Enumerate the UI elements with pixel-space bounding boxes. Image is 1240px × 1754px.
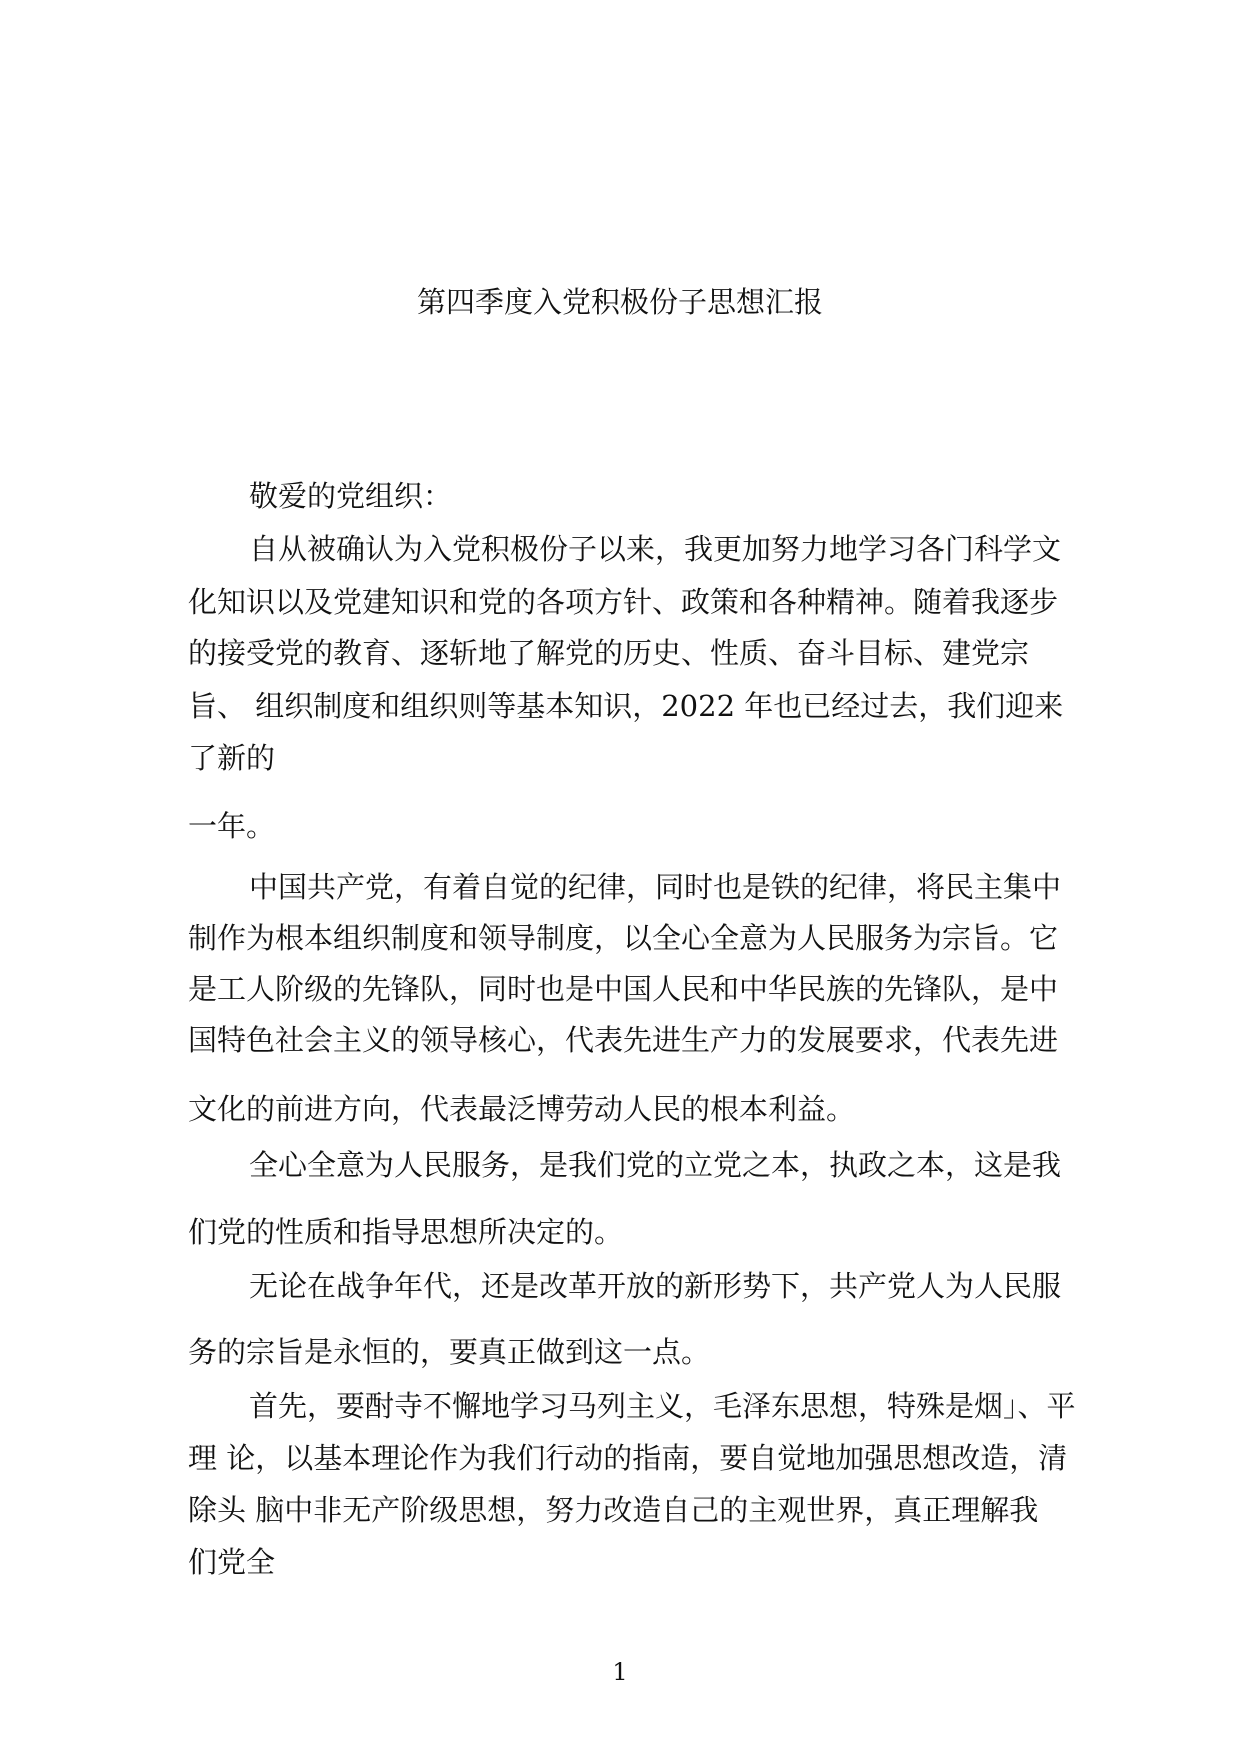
page-number: 1 xyxy=(612,1658,628,1686)
paragraph-line: 无论在战争年代，还是改革开放的新形势下，共产党人为人民服 xyxy=(249,1269,1062,1303)
paragraph-line: 是工人阶级的先锋队，同时也是中国人民和中华民族的先锋队，是中 xyxy=(188,972,1059,1006)
paragraph-line: 全心全意为人民服务，是我们党的立党之本，执政之本，这是我 xyxy=(249,1148,1062,1182)
paragraph-line: 制作为根本组织制度和领导制度，以全心全意为人民服务为宗旨。它 xyxy=(188,921,1059,955)
paragraph-line: 国特色社会主义的领导核心，代表先进生产力的发展要求，代表先进 xyxy=(188,1023,1059,1057)
paragraph-line xyxy=(188,686,1063,726)
paragraph-line-text: 旨、 组织制度和组织则等基本知识， xyxy=(188,689,662,723)
paragraph-line: 了新的 xyxy=(188,741,276,775)
paragraph-line: 务的宗旨是永恒的，要真正做到这一点。 xyxy=(188,1335,711,1369)
paragraph-line: 化知识以及党建知识和党的各项方针、政策和各种精神。随着我逐步 xyxy=(188,585,1059,619)
paragraph-line: 文化的前进方向，代表最泛博劳动人民的根本利益。 xyxy=(188,1092,856,1126)
paragraph-line: 们党全 xyxy=(188,1545,276,1579)
year-number: 2022 xyxy=(661,689,736,723)
paragraph-line: 们党的性质和指导思想所决定的。 xyxy=(188,1215,624,1249)
paragraph-line: 除头 脑中非无产阶级思想，努力改造自己的主观世界，真正理解我 xyxy=(188,1493,1039,1527)
paragraph-line: 自从被确认为入党积极份子以来，我更加努力地学习各门科学文 xyxy=(249,532,1062,566)
paragraph-line: 的接受党的教育、逐斩地了解党的历史、性质、奋斗目标、建党宗 xyxy=(188,636,1030,670)
paragraph-line: 理 论，以基本理论作为我们行动的指南，要自觉地加强思想改造，清 xyxy=(188,1441,1068,1475)
salutation: 敬爱的党组织： xyxy=(249,479,453,513)
paragraph-line: 首先，要酎寺不懈地学习马列主义，毛泽东思想，特殊是烟」、平 xyxy=(249,1389,1076,1423)
document-title: 第四季度入党积极份子思想汇报 xyxy=(416,285,823,319)
paragraph-line: 中国共产党，有着自觉的纪律，同时也是铁的纪律，将民主集中 xyxy=(249,870,1062,904)
paragraph-line: 一年。 xyxy=(188,809,276,843)
paragraph-line-text: 年也已经过去，我们迎来 xyxy=(735,689,1064,723)
